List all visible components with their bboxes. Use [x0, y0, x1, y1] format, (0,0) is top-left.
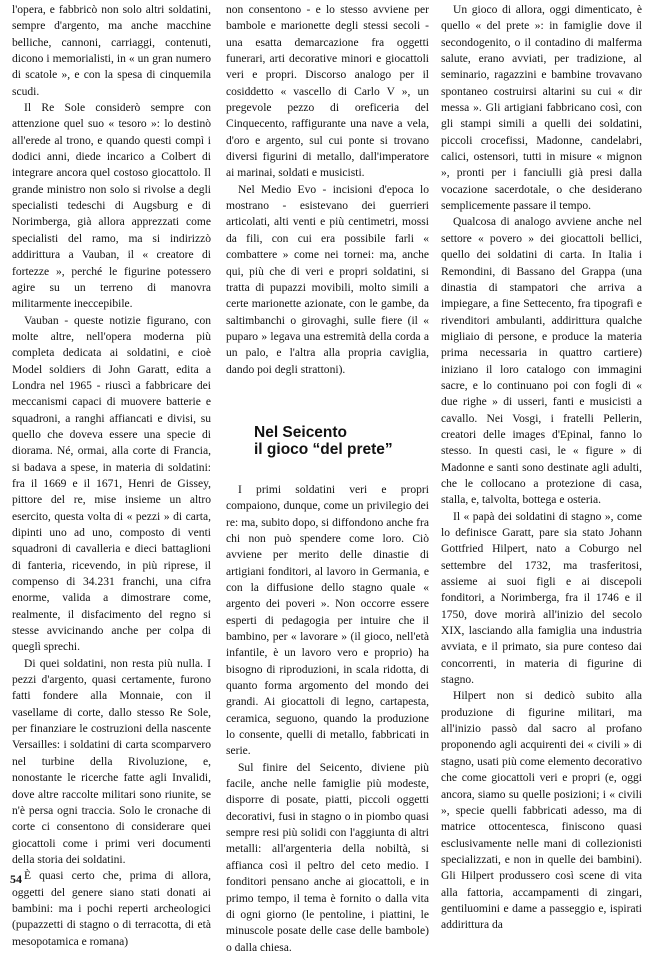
section-heading — [254, 424, 429, 459]
paragraph: Il Re Sole considerò sempre con attenzione quel suo « tesoro »: lo destinò all'erede al trono, e quando questi compì i dodici anni, diede incarico a Colbert di integrare ancora quel costoso giocattolo. Il grande ministro non solo si rivolse a degli specialisti tedeschi di Augsburg e di Norimberga, già allora apprezzati come specialisti del ramo, ma si indirizzò addirittura a Vauban, il « creatore di fortezze », perché le figurine potessero agire su un terreno di manovra militarmente ineccepibile. — [12, 102, 211, 311]
section-heading-line: Nel Seicento — [254, 423, 348, 441]
paragraph: Di quei soldatini, non resta più nulla. I pezzi d'argento, quasi certamente, furono fatti fondere alla Monnaie, con il vasellame di corte, dallo stesso Re Sole, per finanziare le costruzioni della nascente Versailles: i soldatini di carta scomparvero nel turbine della Rivoluzione, e, nonostante le ricerche fatte agli Invalidi, dove altre raccolte militari sono riunite, se n'è persa ogni traccia. Solo le cronache di corte ci consentono di considerare quei giocattoli come i primi veri documenti della storia dei soldatini. — [12, 657, 211, 866]
text-column-right — [441, 2, 642, 934]
paragraph: l'opera, e fabbricò non solo altri soldatini, sempre d'argento, ma anche macchine belliche, cannoni, carriaggi, contenuti, dicono i memorialisti, in « un gran numero di scatole », e con la spesa di cinquemila scudi. — [12, 4, 211, 98]
paragraph: non consentono - e lo stesso avviene per bambole e marionette degli stessi secoli - una esatta demarcazione fra oggetti funerari, arti decorative minori e giocattoli veri e propri. Discorso analogo per il cosiddetto « vascello di Carlo V », un pregevole pezzo di oreficeria del Cinquecento, raffigurante una nave a vela, d'oro e argento, sul cui ponte si trovano diversi figurini di metallo, dall'imperatore ai marinai, soldati e musicisti. — [226, 4, 429, 180]
text-column-left — [12, 2, 211, 950]
paragraph: Nel Medio Evo - incisioni d'epoca lo mostrano - esistevano dei guerrieri articolati, alti venti e più centimetri, mossi da fili, con cui era possibile farli « combattere » come nei tornei: ma, anche qui, più che di veri e propri soldatini, si tratta di pupazzi movibili, molto simili a certe marionette azionate, con le gambe, da saltimbanchi o girovaghi, sulle fiere (il « puparo » legava una estremità della corda a un palo, e l'altra alla propria caviglia, dando poi degli strattoni). — [226, 183, 429, 376]
text-column-middle — [226, 2, 429, 956]
paragraph: Sul finire del Seicento, diviene più facile, anche nelle famiglie più modeste, disporre di posate, piatti, piccoli oggetti decorativi, fusi in stagno o in piombo quasi sempre resi più solidi con l'aggiunta di altri metalli: all'argenteria della nobiltà, si affianca così il peltro del ceto medio. I fonditori pensano anche ai giocattoli, e in primo tempo, il tema è fornito o dalla vita di ogni giorno (le pentoline, i piattini, le minuscole posate delle case delle bambole) o dalla chiesa. — [226, 761, 429, 954]
paragraph: I primi soldatini veri e propri compaiono, dunque, come un privilegio dei re: ma, subito dopo, si diffondono anche fra chi non può spendere come loro. Ciò avviene per merito delle dinastie di artigiani fonditori, al lavoro in Germania, e con la diffusione dello stagno quale « argento dei poveri ». Non occorre essere esperti di pedagogia per intuire che il bambino, per « lavorare » (il gioco, nell'età infantile, è un lavoro vero e proprio) ha bisogno di riproduzioni, in scala ridotta, di quanto forma argomento del mondo dei grandi. Ai giocattoli di legno, cartapesta, ceramica, seguono, quando la produzione lo consente, quelli di metallo, fabbricati in serie. — [226, 483, 429, 758]
paragraph: È quasi certo che, prima di allora, oggetti del genere siano stati donati ai bambini: ma i pochi reperti archeologici (pupazzetti di stagno o di terracotta, di età mesopotamica e romana) — [12, 870, 211, 948]
paragraph: Qualcosa di analogo avviene anche nel settore « povero » dei giocattoli bellici, quello dei soldatini di carta. In Italia i Remondini, di Bassano del Grappa (una dinastia di stampatori che arriva a impiegare, a fine Settecento, fra tipografi e rivenditori ambulanti, addirittura qualche migliaio di persone, e produce la materia prima necessaria in quattro cartiere) iniziano il loro catalogo con immagini sacre, e lo continuano poi con fogli di « due righe » di usseri, fanti e musicisti a cavallo. Nei Vosgi, i fratelli Pellerin, creatori delle images d'Epinal, fanno lo stesso. In questi casi, le « figure » di Madonne e santi sono destinate agli adulti, che le collocano a protezione di casa, stalla, e, talvolta, bottega e osteria. — [441, 216, 642, 507]
paragraph: Hilpert non si dedicò subito alla produzione di figurine militari, ma all'inizio passò dal sacro al profano proponendo agli acquirenti dei « civili » di stagno, usati più come elemento decorativo che come giocattoli veri e propri (e, oggi ancora, siamo su quelle posizioni; i « civili », specie quelli fabbricati adesso, ma di matrice ottocentesca, finiscono quasi esclusivamente nelle mani di collezionisti specializzati, e non in quelle dei bambini). Gli Hilpert produssero così scene di vita alla fattoria, accampamenti di zingari, gentiluomini e dame a passeggio e, ispirati addirittura da — [441, 690, 642, 932]
paragraph: Vauban - queste notizie figurano, con molte altre, nell'opera moderna più completa dedicata ai soldatini, e cioè Model soldiers di John Garatt, edita a Londra nel 1965 - riuscì a fabbricare dei meccanismi capaci di muovere batterie e squadroni, a ranghi affiancati e divisi, su quello che doveva essere una specie di diorama. Né, ormai, alla corte di Francia, si badava a spese, in materia di soldatini: fra il 1669 e il 1671, Henri de Gissey, pittore del re, mise insieme un altro esercito, questa volta di « pezzi » di carta, dipinti uno ad uno, composto di venti squadroni di cavalleria e dieci battaglioni di fanteria, ricevendo, in più riprese, il compenso di 34.231 franchi, una cifra enorme, valida a dimostrare come, realmente, il disfacimento del regno si stesse avvicinando anche per colpa di queglì sprechi. — [12, 314, 211, 654]
paragraph: Un gioco di allora, oggi dimenticato, è quello « del prete »: in famiglie dove il secondogenito, o il contadino di malferma salute, erano avviati, per tradizione, al seminario, ragazzini e bambine trovavano spontaneo costruirsi altarini su cui « dir messa ». Gli artigiani fabbricano così, con gli stampi simili a quelli dei soldatini, piccoli crocefissi, Madonne, candelabri, calici, ostensori, tutti in misure « mignon », pronti per i fanciulli già presi dalla vocazione sacerdotale, o che desiderano semplicemente passare il tempo. — [441, 4, 642, 213]
paragraph: Il « papà dei soldatini di stagno », come lo definisce Garatt, pare sia stato Johann Gottfried Hilpert, nato a Coburgo nel settembre del 1732, ma trasferitosi, assieme ai suoi figli e ai discepoli fonditori, a Norimberga, fra il 1746 e il 1750, dove morirà all'inizio del secolo XIX, lasciando alla famiglia una industria avviata, e il primato, sia pure conteso dai concorrenti, in materia di figurine di stagno. — [441, 510, 642, 687]
page-number: 54 — [10, 872, 22, 886]
section-heading-line: il gioco “del prete” — [254, 441, 393, 459]
